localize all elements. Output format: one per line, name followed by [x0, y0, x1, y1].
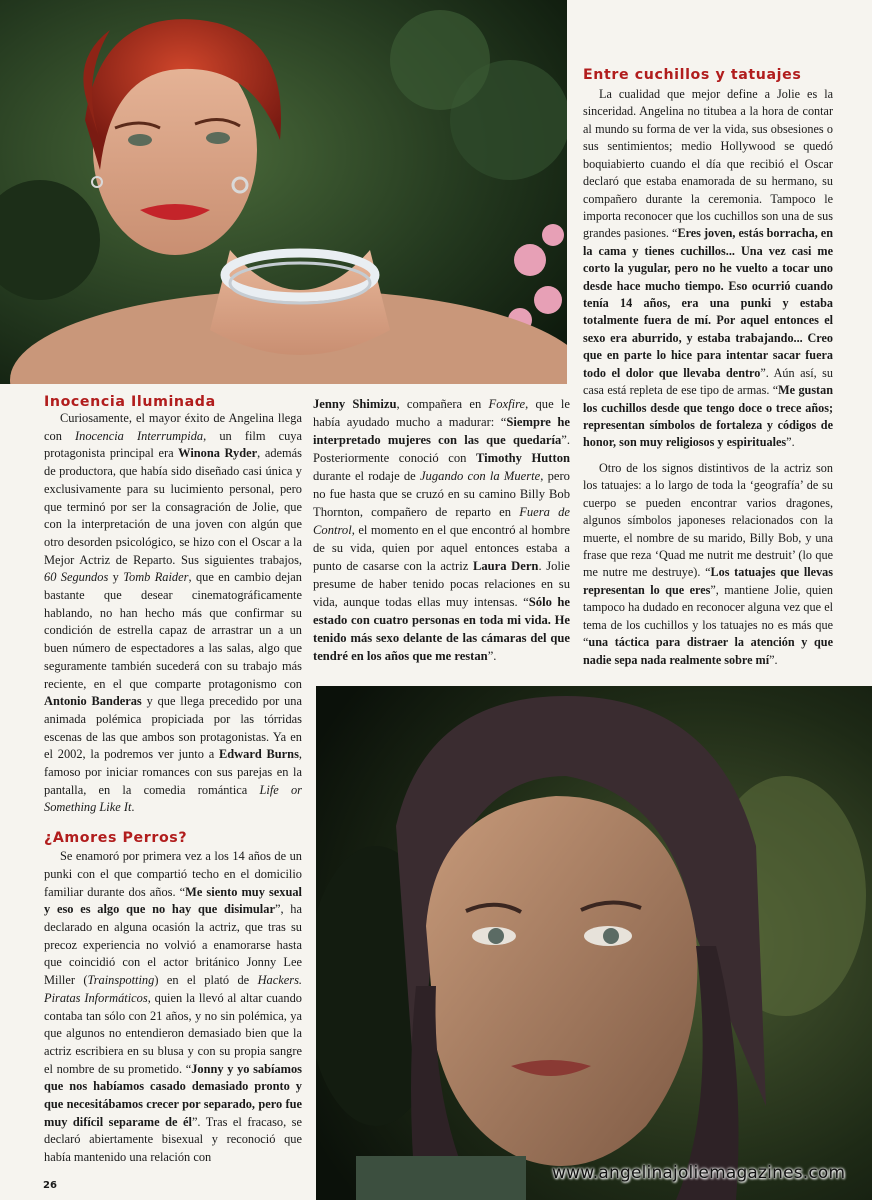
photo-red-hair-portrait [0, 0, 567, 384]
paragraph-amores-1: Se enamoró por primera vez a los 14 años de un punki con el que compartió techo en el domicilio familiar durante dos años. “Me siento muy sexual y eso es algo que no hay que disimular”, ha declarado en alguna ocasión la actriz, que tras su precoz experiencia no volvió a enamorarse hasta que coincidió con el actor británico Jonny Lee Miller (Trainspotting) en el plató de Hackers. Piratas Informáticos, quien la llevó al altar cuando contaba tan sólo con 21 años, y no sin polémica, ya que algunos no entendieron demasiado bien que la actriz escribiera en su blusa y con su propia sangre el nombre de su prometido. “Jonny y yo sabíamos que nos habíamos casado demasiado pronto y que necesitábamos crecer por separado, pero fue muy difícil separame de él”. Tras el fracaso, se declaró abiertamente bisexual y reconoció que había mantenido una relación con [44, 849, 302, 1165]
column-2 [313, 396, 570, 666]
column-1 [44, 410, 302, 1167]
page-number: 26 [43, 1180, 57, 1191]
paragraph-cuchillos-2: Otro de los signos distintivos de la actriz son los tatuajes: a lo largo de toda la ‘geografía’ de su cuerpo se pueden encontrar varios dragones, algunos símbolos japoneses relacionados con la muerte, el nombre de su marido, Billy Bob, y una frase que reza ‘Quad me nutrit me destruit’ (lo que me nutre me destruye). “Los tatuajes que llevas representan lo que eres”, mantiene Jolie, quien tampoco ha dudado en reconocer alguna vez que el tema de los cuchillos y los tatuajes no es más que “una táctica para distraer la atención y que nadie sepa nada realmente sobre mí”. [583, 460, 833, 667]
photo-braided-portrait [316, 686, 872, 1200]
heading-inocencia-iluminada: Inocencia Iluminada [44, 394, 216, 410]
column-3 [583, 86, 833, 669]
watermark-url: www.angelinajoliemagazines.com [552, 1163, 846, 1183]
paragraph-inocencia: Curiosamente, el mayor éxito de Angelina llega con Inocencia Interrumpida, un film cuya protagonista principal era Winona Ryder, además de productora, que había sido diseñado casi única y exclusivamente para su lucimiento personal, pero que terminó por ser la consagración de Jolie, que con la interpretación de una joven con algún que otro desorden psicológico, se hizo con el Oscar a la Mejor Actriz de Reparto. Sus siguientes trabajos, 60 Segundos y Tomb Raider, que en cambio dejan bastante que desear cinematográficamente hablando, no han hecho más que confirmar su condición de estrella capaz de arrastrar un a un buen número de espectadores a las salas, algo que seguramente también sucederá con su trabajo más reciente, en el que comparte protagonismo con Antonio Banderas y que llega precedido por una animada polémica propiciada por las tórridas escenas de las que ambos son protagonistas. Ya en el 2002, la podremos ver junto a Edward Burns, famoso por iniciar romances con sus parejas en la pantalla, en la comedia romántica Life or Something Like It. [44, 411, 303, 815]
heading-entre-cuchillos: Entre cuchillos y tatuajes [583, 67, 802, 83]
paragraph-cuchillos-1: La cualidad que mejor define a Jolie es la sinceridad. Angelina no titubea a la hora de contar al mundo su forma de ver la vida, sus obsesiones o sus sentimientos; medio Hollywood se quedó boquiabierto cuando el día que recibió el Oscar declaró que estaba enamorada de su hermano, su compañero durante la ceremonia. Tampoco le importa reconocer que los cuchillos son una de sus grandes pasiones. “Eres joven, estás borracha, en la cama y tienes cuchillos... Una vez casi me corto la yugular, pero no he vuelto a tocar uno desde hace mucho tiempo. Eso ocurrió cuando tenía 14 años, era una punki y estaba totalmente fuera de mí. Por aquel entonces el sexo era aburrido, y estaba trabajando... Creo que en parte lo hice para intentar sacar fuera todo el dolor que llevaba dentro”. Aún así, su casa está repleta de ese tipo de armas. “Me gustan los cuchillos desde que tengo doce o trece años; representan símbolos de fortaleza y códigos de honor, son muy religiosos y espirituales”. [583, 87, 833, 450]
paragraph-amores-2: Jenny Shimizu, compañera en Foxfire, que le había ayudado mucho a madurar: “Siempre he interpretado mujeres con las que quedaría”. Posteriormente conoció con Timothy Hutton durante el rodaje de Jugando con la Muerte, pero no fue hasta que se cruzó en su camino Billy Bob Thornton, compañero de reparto en Fuera de Control, el momento en el que encontró al hombre de su vida, quien por aquel entonces estaba a punto de casarse con la actriz Laura Dern. Jolie presume de haber tenido pocas relaciones en su vida, aunque todas ellas muy intensas. “Sólo he estado con cuatro personas en toda mi vida. He tenido más sexo delante de las cámaras del que tendré en los años que me restan”. [313, 397, 571, 663]
heading-amores-perros: ¿Amores Perros? [44, 830, 188, 847]
